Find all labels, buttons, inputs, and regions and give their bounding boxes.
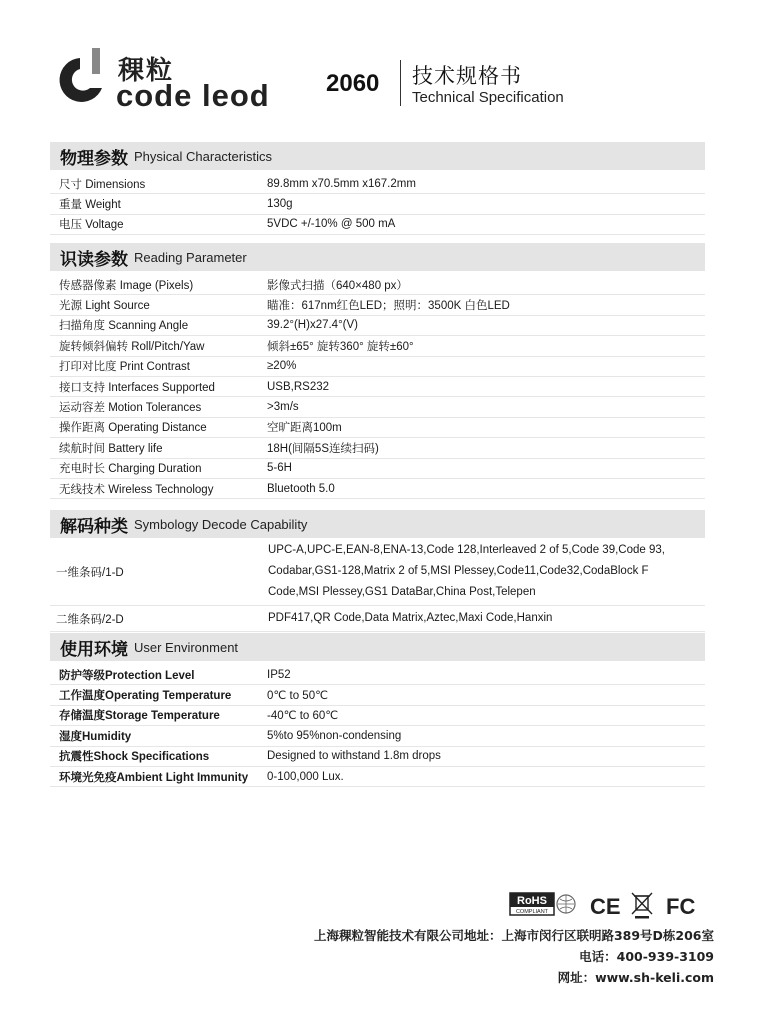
section-title-cn: 使用环境 — [60, 639, 128, 660]
spec-label: 电压 Voltage — [59, 219, 124, 232]
section-physical — [50, 142, 705, 235]
spec-row — [50, 706, 705, 726]
spec-value: ≥20% — [267, 360, 297, 373]
spec-row — [50, 174, 705, 194]
spec-row — [50, 336, 705, 356]
spec-value: 39.2°(H)x27.4°(V) — [267, 319, 359, 332]
spec-label: 防护等级Protection Level — [59, 669, 195, 682]
weee-icon — [632, 893, 652, 919]
spec-row — [50, 275, 705, 295]
doc-title-cn: 技术规格书 — [412, 65, 522, 88]
section-environment — [50, 633, 705, 787]
spec-label: 续航时间 Battery life — [59, 442, 163, 455]
symbology-line: PDF417,QR Code,Data Matrix,Aztec,Maxi Code,Hanxin — [268, 612, 553, 624]
svg-text:COMPLIANT: COMPLIANT — [515, 909, 549, 915]
symbology-row-2d — [50, 606, 705, 632]
certification-logos — [508, 890, 708, 920]
section-reading — [50, 243, 705, 499]
company-address: 上海稞粒智能技术有限公司地址：上海市闵行区联明路389号D栋206室 — [313, 928, 714, 943]
spec-label: 接口支持 Interfaces Supported — [59, 381, 215, 394]
spec-label: 工作温度Operating Temperature — [59, 690, 232, 703]
section-title-en: Symbology Decode Capability — [134, 516, 308, 532]
spec-label: 打印对比度 Print Contrast — [59, 361, 190, 374]
doc-title-en: Technical Specification — [412, 89, 564, 106]
spec-row — [50, 747, 705, 767]
spec-row — [50, 194, 705, 214]
spec-value: -40℃ to 60℃ — [267, 710, 339, 723]
spec-label: 光源 Light Source — [59, 300, 150, 313]
spec-row — [50, 316, 705, 336]
spec-value: Designed to withstand 1.8m drops — [267, 750, 441, 763]
symbology-value — [268, 538, 705, 605]
spec-label: 尺寸 Dimensions — [59, 178, 146, 191]
spec-label: 抗震性Shock Specifications — [59, 751, 210, 764]
spec-value: 瞄准：617nm红色LED；照明：3500K 白色LED — [267, 300, 510, 313]
spec-row — [50, 397, 705, 417]
spec-value: 空旷距离100m — [267, 422, 342, 435]
spec-value: 影像式扫描（640×480 px） — [267, 279, 408, 292]
rohs-icon — [510, 893, 575, 915]
section-title-en: Physical Characteristics — [134, 148, 272, 164]
spec-row — [50, 767, 705, 787]
spec-label: 存储温度Storage Temperature — [59, 710, 220, 723]
spec-row — [50, 685, 705, 705]
spec-value: 5%to 95%non-condensing — [267, 729, 402, 742]
spec-row — [50, 479, 705, 499]
company-phone: 电话：400-939-3109 — [579, 949, 714, 964]
spec-label: 运动容差 Motion Tolerances — [59, 402, 202, 415]
section-header — [50, 510, 705, 538]
spec-row — [50, 726, 705, 746]
symbology-line: Code,MSI Plessey,GS1 DataBar,China Post,Telepen — [268, 586, 536, 598]
svg-text:RoHS: RoHS — [517, 895, 547, 907]
spec-value: 5-6H — [267, 462, 292, 475]
brand-name-cn: 稞粒 — [118, 55, 175, 85]
spec-row — [50, 665, 705, 685]
spec-row — [50, 438, 705, 458]
spec-value: 倾斜±65° 旋转360° 旋转±60° — [267, 340, 414, 353]
spec-row — [50, 215, 705, 235]
spec-label: 传感器像素 Image (Pixels) — [59, 279, 194, 292]
spec-value: 0-100,000 Lux. — [267, 770, 344, 783]
spec-row — [50, 459, 705, 479]
spec-label: 扫描角度 Scanning Angle — [59, 320, 189, 333]
model-number: 2060 — [326, 70, 380, 97]
symbology-line: Codabar,GS1-128,Matrix 2 of 5,MSI Plessey,Code11,Code32,CodaBlock F — [268, 565, 649, 577]
section-header — [50, 633, 705, 661]
spec-value: 89.8mm x70.5mm x167.2mm — [267, 177, 416, 190]
section-title-cn: 解码种类 — [60, 516, 128, 537]
brand-name-en: code leod — [116, 78, 270, 113]
spec-row — [50, 377, 705, 397]
ce-icon: CE — [590, 894, 621, 919]
document-header — [0, 0, 760, 130]
symbology-value — [268, 606, 705, 631]
brand-logo-icon — [52, 48, 108, 110]
section-symbology — [50, 510, 705, 632]
company-footer — [314, 925, 714, 988]
section-title-en: User Environment — [134, 639, 239, 655]
spec-value: 0℃ to 50℃ — [267, 690, 328, 703]
spec-label: 湿度Humidity — [59, 730, 132, 743]
spec-row — [50, 357, 705, 377]
spec-row — [50, 295, 705, 315]
spec-value: 5VDC +/-10% @ 500 mA — [267, 218, 396, 231]
spec-value: USB,RS232 — [267, 380, 330, 393]
spec-value: IP52 — [267, 668, 291, 681]
section-title-en: Reading Parameter — [134, 249, 247, 265]
section-header — [50, 243, 705, 271]
section-title-cn: 识读参数 — [60, 249, 128, 270]
section-header — [50, 142, 705, 170]
symbology-line: UPC-A,UPC-E,EAN-8,ENA-13,Code 128,Interleaved 2 of 5,Code 39,Code 93, — [268, 544, 665, 556]
spec-value: Bluetooth 5.0 — [267, 482, 335, 495]
spec-label: 无线技术 Wireless Technology — [59, 483, 214, 496]
symbology-row-1d — [50, 538, 705, 606]
spec-value: 18H(间隔5S连续扫码) — [267, 442, 379, 455]
symbology-label: 二维条码/2-D — [56, 613, 124, 626]
spec-label: 操作距离 Operating Distance — [59, 422, 207, 435]
section-title-cn: 物理参数 — [60, 148, 128, 169]
company-website: 网址：www.sh-keli.com — [557, 970, 714, 985]
spec-label: 环境光免疫Ambient Light Immunity — [59, 771, 249, 784]
header-divider — [400, 60, 401, 106]
fc-icon: FC — [666, 894, 696, 919]
spec-row — [50, 418, 705, 438]
spec-label: 旋转倾斜偏转 Roll/Pitch/Yaw — [59, 340, 205, 353]
spec-label: 重量 Weight — [59, 199, 121, 212]
spec-value: >3m/s — [267, 401, 299, 414]
symbology-label: 一维条码/1-D — [56, 566, 124, 579]
spec-label: 充电时长 Charging Duration — [59, 463, 202, 476]
spec-value: 130g — [267, 198, 293, 211]
